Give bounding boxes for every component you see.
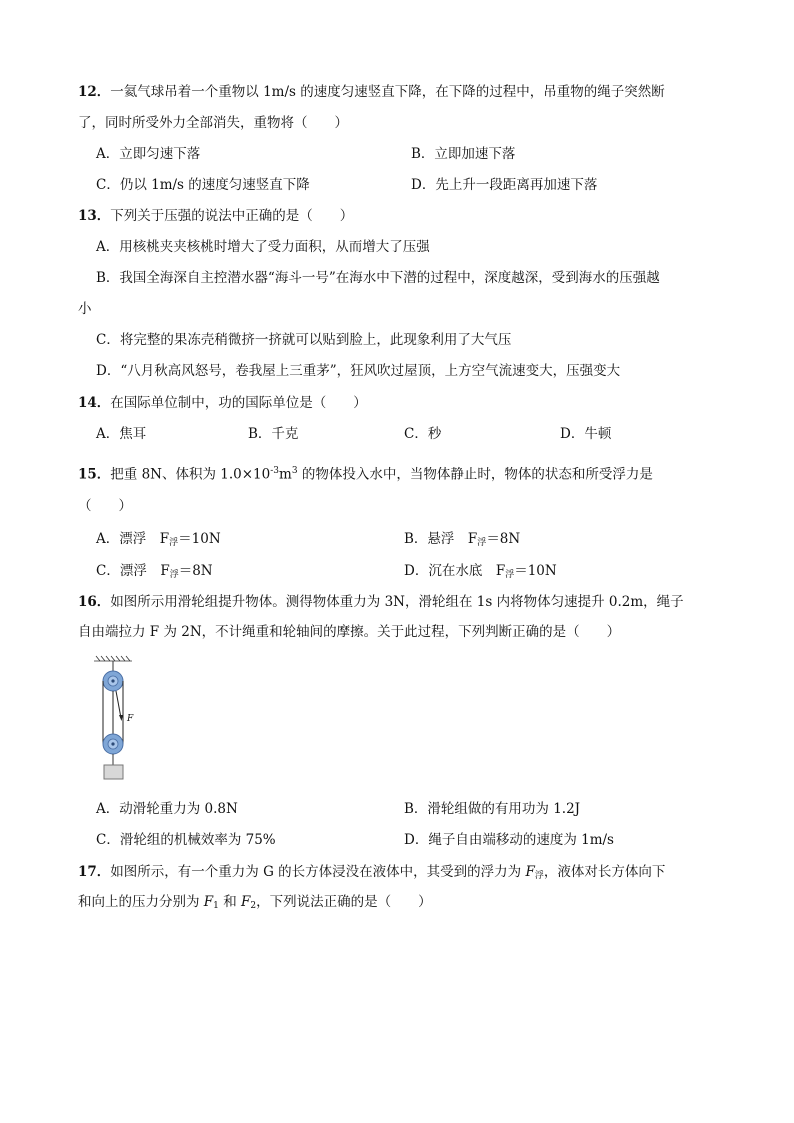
q12-number: 12． [78, 84, 111, 100]
subscript-fu: 浮 [169, 570, 179, 580]
q17-and: 和 [218, 894, 241, 910]
q16-line1 [78, 592, 684, 612]
q16-stem: 如图所示用滑轮组提升物体。测得物体重力为 3N，滑轮组在 1s 内将物体匀速提升 0.2m，绳子 [110, 594, 684, 610]
q15-d-value: ＝10N [514, 563, 557, 579]
q13-number: 13． [78, 208, 111, 224]
q15-b-text: B．悬浮 F [404, 531, 478, 547]
q15-stem-c: 的物体投入水中，当物体静止时，物体的状态和所受浮力是 [297, 466, 653, 483]
q14-line1 [78, 393, 367, 413]
q12-option-c[interactable]: C．仍以 1m/s 的速度匀速竖直下降 [96, 177, 310, 193]
fixed-pulley [103, 671, 123, 691]
subscript-fu: 浮 [534, 871, 544, 881]
pulley-system-figure [90, 655, 140, 783]
q17-stem-a: 如图所示，有一个重力为 G 的长方体浸没在液体中，其受到的浮力为 [110, 864, 526, 880]
q15-option-b[interactable] [404, 529, 520, 553]
q13-option-b[interactable]: B．我国全海深自主控潜水器“海斗一号”在海水中下潜的过程中，深度越深，受到海水的压强越 [96, 270, 660, 286]
q15-option-d[interactable] [404, 561, 557, 585]
q16-option-c[interactable]: C．滑轮组的机械效率为 75% [96, 832, 276, 848]
subscript-fu: 浮 [169, 538, 179, 548]
q15-option-c[interactable] [96, 561, 213, 585]
q16-option-a[interactable]: A．动滑轮重力为 0.8N [96, 801, 238, 817]
q13-stem: 下列关于压强的说法中正确的是（ ） [110, 208, 354, 224]
q13-line1 [78, 206, 353, 226]
weight-block [104, 765, 123, 779]
q14-stem: 在国际单位制中，功的国际单位是（ ） [110, 395, 367, 411]
q16-option-b[interactable]: B．滑轮组做的有用功为 1.2J [404, 801, 581, 817]
q16-option-d[interactable]: D．绳子自由端移动的速度为 1m/s [404, 832, 614, 848]
q17-var-f2: F [241, 894, 251, 910]
q12-stem: 一氦气球吊着一个重物以 1m/s 的速度匀速竖直下降，在下降的过程中，吊重物的绳子突然断 [110, 84, 665, 100]
q17-var-f: F [525, 864, 535, 880]
q14-option-c[interactable]: C．秒 [404, 426, 442, 442]
q15-b-value: ＝8N [486, 531, 521, 547]
q15-exponent2: 3 [291, 466, 298, 476]
q15-stem-a: 把重 8N、体积为 1.0×10 [110, 466, 271, 483]
force-label-f: F [127, 714, 134, 724]
subscript-fu: 浮 [505, 570, 515, 580]
q15-number: 15． [78, 466, 111, 483]
q15-exponent: -3 [270, 466, 280, 476]
q12-option-b[interactable]: B．立即加速下落 [411, 146, 516, 162]
q15-a-value: ＝10N [178, 531, 221, 547]
subscript-1: 1 [213, 901, 219, 911]
q12-line2: 了，同时所受外力全部消失，重物将（ ） [78, 115, 348, 131]
q14-option-d[interactable]: D．牛顿 [560, 426, 612, 442]
q14-number: 14． [78, 395, 111, 411]
q15-option-a[interactable] [96, 529, 221, 553]
q14-option-a[interactable]: A．焦耳 [96, 426, 147, 442]
q17-line1 [78, 862, 665, 886]
q12-line1 [78, 82, 665, 102]
q17-stem-d: ，下列说法正确的是（ ） [256, 894, 432, 910]
q15-c-value: ＝8N [178, 563, 213, 579]
q15-a-text: A．漂浮 F [96, 531, 170, 547]
q12-option-d[interactable]: D．先上升一段距离再加速下落 [411, 177, 598, 193]
q13-option-a[interactable]: A．用核桃夹夹核桃时增大了受力面积，从而增大了压强 [96, 239, 430, 255]
q15-line2: （ ） [78, 498, 132, 514]
ceiling-hatch [94, 656, 132, 661]
q12-option-a[interactable]: A．立即匀速下落 [96, 146, 201, 162]
q13-option-b-cont: 小 [78, 301, 92, 317]
q15-d-text: D．沉在水底 F [404, 563, 506, 579]
q17-number: 17． [78, 864, 111, 880]
q16-number: 16． [78, 594, 111, 610]
subscript-fu: 浮 [477, 538, 487, 548]
q17-stem-c: 和向上的压力分别为 [78, 894, 204, 910]
q13-option-d[interactable]: D．“八月秋高风怒号，卷我屋上三重茅”，狂风吹过屋顶，上方空气流速变大，压强变大 [96, 363, 621, 379]
q15-stem-b: m [279, 466, 292, 483]
q17-line2 [78, 892, 432, 916]
subscript-2: 2 [250, 901, 257, 911]
q15-c-text: C．漂浮 F [96, 563, 170, 579]
q17-stem-b: ，液体对长方体向下 [543, 864, 666, 880]
q15-line1 [78, 461, 653, 485]
q13-option-c[interactable]: C．将完整的果冻壳稍微挤一挤就可以贴到脸上，此现象利用了大气压 [96, 332, 512, 348]
q14-option-b[interactable]: B．千克 [248, 426, 299, 442]
movable-pulley [103, 734, 123, 754]
q16-line2: 自由端拉力 F 为 2N，不计绳重和轮轴间的摩擦。关于此过程，下列判断正确的是（ ） [78, 624, 621, 640]
q17-var-f1: F [203, 894, 214, 910]
